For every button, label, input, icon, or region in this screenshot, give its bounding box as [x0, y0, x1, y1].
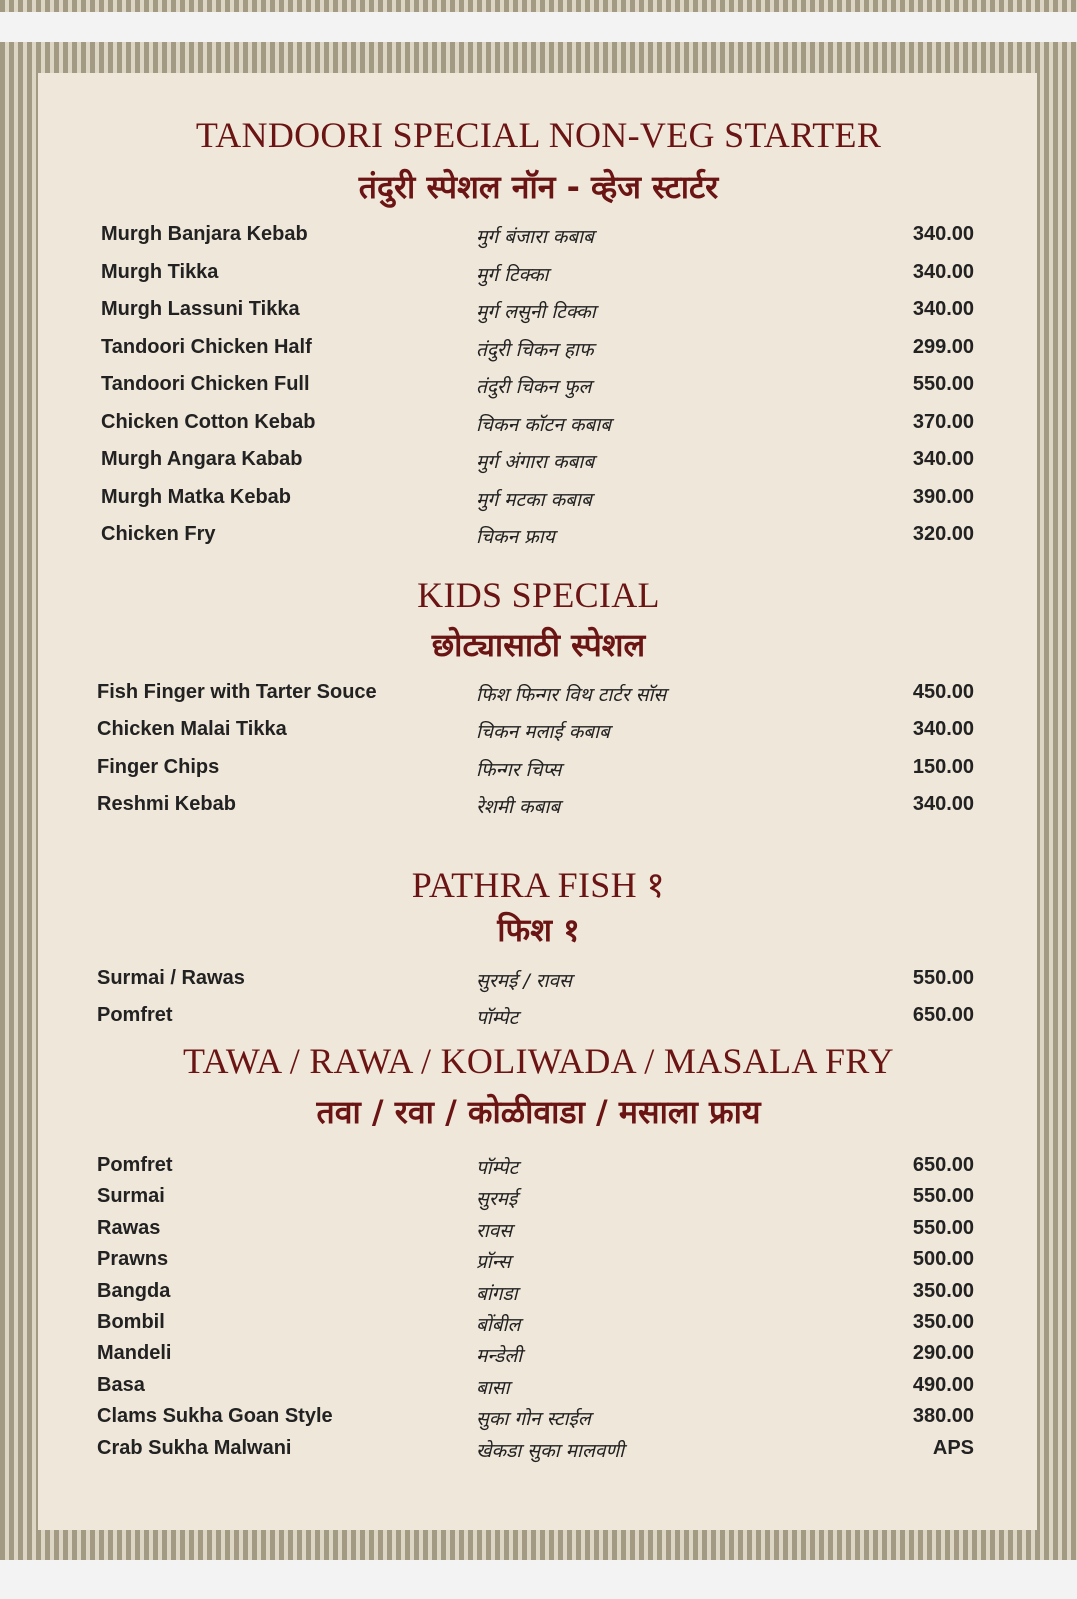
item-price: 650.00: [912, 1004, 974, 1026]
section-title-hi-tandoori: तंदुरी स्पेशल नॉन - व्हेज स्टार्टर: [358, 168, 719, 206]
item-name: Tandoori Chicken Full: [101, 373, 310, 395]
item-price: 290.00: [912, 1342, 974, 1365]
item-price: 340.00: [912, 298, 974, 320]
item-name-hi: चिकन कॉटन कबाब: [476, 413, 612, 436]
item-price: 450.00: [912, 681, 974, 703]
item-price: 370.00: [912, 410, 974, 433]
item-name-hi: बोंबील: [476, 1314, 521, 1336]
item-name: Bangda: [97, 1279, 171, 1302]
item-price: 299.00: [912, 335, 974, 358]
item-name-hi: मुर्ग टिक्का: [476, 263, 549, 286]
menu-item: [0, 486, 1077, 516]
item-name: Murgh Tikka: [101, 260, 219, 283]
item-name-hi: बांगडा: [476, 1282, 518, 1305]
menu-item: [0, 1342, 1077, 1372]
item-price: 340.00: [912, 448, 974, 470]
menu-item: [0, 967, 1077, 997]
menu-item: [0, 1004, 1077, 1034]
menu-item: [0, 411, 1077, 441]
menu-item: [0, 1280, 1077, 1310]
section-title-kids: KIDS SPECIAL: [417, 575, 660, 615]
item-name: Basa: [97, 1373, 145, 1396]
item-price: 550.00: [912, 373, 974, 395]
item-name-hi: पॉम्पेट: [476, 1007, 519, 1029]
menu-item: [0, 1154, 1077, 1184]
item-name: Prawns: [97, 1248, 169, 1271]
item-price: 350.00: [912, 1279, 974, 1302]
menu-item: [0, 681, 1077, 711]
item-price: 380.00: [912, 1405, 974, 1428]
menu-item: [0, 1437, 1077, 1467]
menu-item: [0, 1217, 1077, 1247]
item-name-hi: चिकन मलाई कबाब: [476, 721, 610, 744]
item-name: Fish Finger with Tarter Souce: [97, 681, 377, 703]
top-band: [0, 12, 1077, 42]
item-price: 390.00: [912, 485, 974, 508]
item-name-hi: मुर्ग अंगारा कबाब: [476, 451, 595, 473]
section-title-pathra: PATHRA FISH १: [411, 865, 666, 905]
item-name-hi: सुरमई: [476, 1188, 518, 1211]
item-name: Clams Sukha Goan Style: [97, 1405, 333, 1428]
menu-item: [0, 448, 1077, 478]
menu-item: [0, 223, 1077, 253]
item-name: Murgh Lassuni Tikka: [101, 298, 300, 320]
item-price: 320.00: [912, 523, 974, 545]
menu-item: [0, 1405, 1077, 1435]
item-price: 500.00: [912, 1248, 974, 1271]
item-name-hi: सुका गोन स्टाईल: [476, 1408, 591, 1431]
item-price: 340.00: [912, 223, 974, 245]
item-name-hi: चिकन फ्राय: [476, 526, 555, 548]
item-name: Pomfret: [97, 1004, 173, 1026]
menu-item: [0, 756, 1077, 786]
section-title-hi-tawa: तवा / रवा / कोळीवाडा / मसाला फ्राय: [316, 1093, 761, 1131]
item-price: 340.00: [912, 260, 974, 283]
item-name-hi: फिश फिन्गर विथ टार्टर सॉस: [476, 684, 667, 706]
menu-item: [0, 793, 1077, 823]
item-name: Chicken Fry: [101, 523, 216, 545]
menu-item: [0, 336, 1077, 366]
section-title-hi-kids: छोट्यासाठी स्पेशल: [431, 626, 646, 664]
item-price: 150.00: [912, 755, 974, 778]
item-name: Finger Chips: [97, 755, 220, 778]
menu-item: [0, 261, 1077, 291]
menu-item: [0, 373, 1077, 403]
item-name: Reshmi Kebab: [97, 792, 236, 815]
menu-item: [0, 1311, 1077, 1341]
item-price: 350.00: [912, 1311, 974, 1333]
item-price: 650.00: [912, 1154, 974, 1176]
menu-item: [0, 298, 1077, 328]
item-name: Rawas: [97, 1216, 161, 1239]
item-name: Crab Sukha Malwani: [97, 1436, 292, 1459]
item-name-hi: मुर्ग मटका कबाब: [476, 488, 592, 511]
item-name-hi: मन्डेली: [476, 1345, 523, 1368]
item-name-hi: बासा: [476, 1376, 510, 1399]
item-name-hi: मुर्ग लसुनी टिक्का: [476, 301, 596, 323]
item-name-hi: रेशमी कबाब: [476, 795, 561, 818]
item-name: Surmai: [97, 1185, 165, 1208]
item-name: Tandoori Chicken Half: [101, 335, 312, 358]
item-name: Murgh Angara Kabab: [101, 448, 303, 470]
bottom-band: [0, 1560, 1077, 1599]
item-price: APS: [932, 1436, 974, 1459]
item-name: Murgh Banjara Kebab: [101, 223, 308, 245]
item-name: Mandeli: [97, 1342, 172, 1365]
section-title-hi-pathra: फिश १: [497, 911, 580, 949]
menu-item: [0, 1248, 1077, 1278]
item-price: 490.00: [912, 1373, 974, 1396]
menu-item: [0, 523, 1077, 553]
item-name: Chicken Malai Tikka: [97, 718, 287, 741]
item-name-hi: प्रॉन्स: [476, 1251, 511, 1274]
item-name: Chicken Cotton Kebab: [101, 410, 316, 433]
item-price: 340.00: [912, 718, 974, 741]
menu-item: [0, 1374, 1077, 1404]
item-price: 340.00: [912, 792, 974, 815]
item-name-hi: पॉम्पेट: [476, 1157, 519, 1179]
item-name-hi: तंदुरी चिकन फुल: [476, 376, 592, 398]
item-name-hi: तंदुरी चिकन हाफ: [476, 338, 594, 361]
item-name-hi: मुर्ग बंजारा कबाब: [476, 226, 594, 248]
item-name-hi: खेकडा सुका मालवणी: [476, 1439, 625, 1462]
item-name-hi: सुरमई / रावस: [476, 970, 572, 992]
item-name: Pomfret: [97, 1154, 173, 1176]
section-title-tawa: TAWA / RAWA / KOLIWADA / MASALA FRY: [183, 1041, 894, 1081]
item-price: 550.00: [912, 1185, 974, 1208]
item-price: 550.00: [912, 1216, 974, 1239]
menu-item: [0, 718, 1077, 748]
item-name: Surmai / Rawas: [97, 967, 245, 989]
item-name: Murgh Matka Kebab: [101, 485, 292, 508]
menu-item: [0, 1185, 1077, 1215]
item-price: 550.00: [912, 967, 974, 989]
item-name-hi: फिन्गर चिप्स: [476, 758, 562, 781]
section-title-tandoori: TANDOORI SPECIAL NON-VEG STARTER: [195, 115, 882, 155]
item-name: Bombil: [97, 1311, 165, 1333]
item-name-hi: रावस: [476, 1219, 513, 1242]
